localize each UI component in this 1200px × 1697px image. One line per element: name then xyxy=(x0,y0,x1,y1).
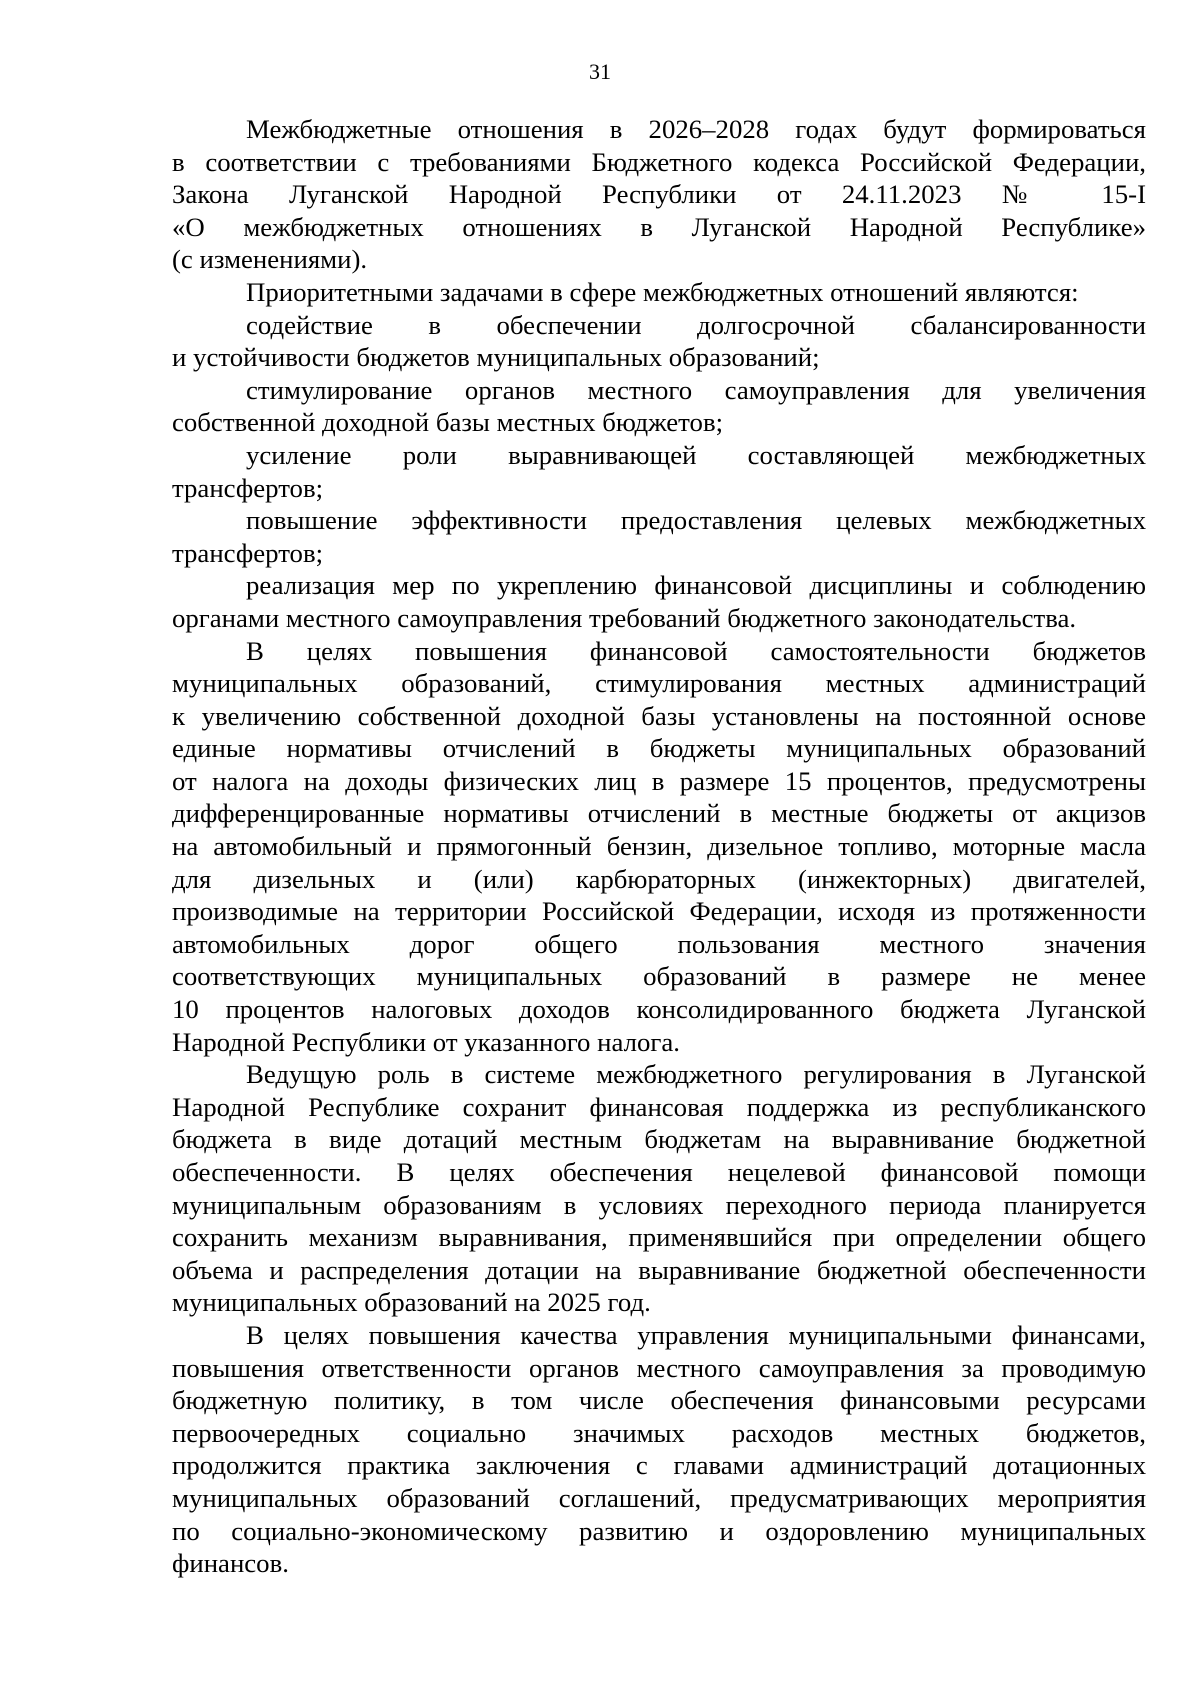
text-line: повышение эффективности предоставления целевых межбюджетных xyxy=(246,505,1146,536)
text-line: бюджета в виде дотаций местным бюджетам на выравнивание бюджетной xyxy=(172,1124,1146,1155)
text-line: продолжится практика заключения с главами администраций дотационных xyxy=(172,1450,1146,1481)
text-line: Приоритетными задачами в сфере межбюджетных отношений являются: xyxy=(246,276,1079,307)
text-line: В целях повышения финансовой самостоятельности бюджетов xyxy=(246,635,1146,666)
text-line: финансов. xyxy=(172,1548,289,1579)
document-body xyxy=(172,113,1146,1580)
text-line: Народной Республике сохранит финансовая поддержка из республиканского xyxy=(172,1091,1146,1122)
text-line: (с изменениями). xyxy=(172,244,368,275)
text-line: к увеличению собственной доходной базы установлены на постоянной основе xyxy=(172,700,1146,731)
text-line: первоочередных социально значимых расходов местных бюджетов, xyxy=(172,1417,1146,1448)
text-line: от налога на доходы физических лиц в размере 15 процентов, предусмотрены xyxy=(172,765,1146,796)
paragraph-interbudget-relations xyxy=(172,113,1146,276)
text-line: сохранить механизм выравнивания, применявшийся при определении общего xyxy=(172,1222,1146,1253)
text-line: муниципальных образований на 2025 год. xyxy=(172,1287,651,1318)
paragraph-financial-support xyxy=(172,1058,1146,1319)
paragraph-municipal-finance xyxy=(172,1319,1146,1580)
paragraph-priority-tasks xyxy=(172,276,1146,309)
text-line: В целях повышения качества управления муниципальными финансами, xyxy=(246,1319,1146,1350)
text-line: объема и распределения дотации на выравнивание бюджетной обеспеченности xyxy=(172,1254,1146,1285)
text-line: бюджетную политику, в том числе обеспечения финансовыми ресурсами xyxy=(172,1385,1146,1416)
paragraph-task-discipline xyxy=(172,569,1146,634)
text-line: повышения ответственности органов местного самоуправления за проводимую xyxy=(172,1352,1146,1383)
text-line: реализация мер по укреплению финансовой дисциплины и соблюдению xyxy=(246,570,1146,601)
text-line: автомобильных дорог общего пользования местного значения xyxy=(172,928,1146,959)
text-line: муниципальных образований, стимулирования местных администраций xyxy=(172,668,1146,699)
text-line: Закона Луганской Народной Республики от 24.11.2023 № 15-I xyxy=(172,179,1146,210)
text-line: дифференцированные нормативы отчислений в местные бюджеты от акцизов xyxy=(172,798,1146,829)
text-line: Народной Республики от указанного налога. xyxy=(172,1026,680,1057)
text-line: производимые на территории Российской Федерации, исходя из протяженности xyxy=(172,896,1146,927)
text-line: муниципальных образований соглашений, предусматривающих мероприятия xyxy=(172,1482,1146,1513)
paragraph-task-balance xyxy=(172,309,1146,374)
text-line: и устойчивости бюджетов муниципальных образований; xyxy=(172,342,820,373)
text-line: трансфертов; xyxy=(172,472,324,503)
text-line: в соответствии с требованиями Бюджетного кодекса Российской Федерации, xyxy=(172,146,1146,177)
text-line: 10 процентов налоговых доходов консолидированного бюджета Луганской xyxy=(172,994,1146,1025)
text-line: Межбюджетные отношения в 2026–2028 годах будут формироваться xyxy=(246,114,1146,144)
text-line: обеспеченности. В целях обеспечения нецелевой финансовой помощи xyxy=(172,1157,1146,1187)
text-line: трансфертов; xyxy=(172,537,324,568)
text-line: содействие в обеспечении долгосрочной сбалансированности xyxy=(246,309,1146,340)
paragraph-task-equalizing xyxy=(172,439,1146,504)
paragraph-task-efficiency xyxy=(172,504,1146,569)
page-number: 31 xyxy=(589,59,611,84)
text-line: собственной доходной базы местных бюджетов; xyxy=(172,407,724,438)
text-line: для дизельных и (или) карбюраторных (инжекторных) двигателей, xyxy=(172,863,1146,894)
text-line: стимулирование органов местного самоуправления для увеличения xyxy=(246,374,1146,405)
paragraph-tax-norms xyxy=(172,635,1146,1059)
paragraph-task-stimulation xyxy=(172,374,1146,439)
text-line: единые нормативы отчислений в бюджеты муниципальных образований xyxy=(172,733,1146,764)
text-line: по социально-экономическому развитию и оздоровлению муниципальных xyxy=(172,1515,1146,1546)
text-line: усиление роли выравнивающей составляющей межбюджетных xyxy=(246,439,1146,470)
text-line: «О межбюджетных отношениях в Луганской Народной Республике» xyxy=(172,211,1146,242)
text-line: Ведущую роль в системе межбюджетного регулирования в Луганской xyxy=(246,1059,1146,1090)
text-line: на автомобильный и прямогонный бензин, дизельное топливо, моторные масла xyxy=(172,831,1146,862)
text-line: муниципальным образованиям в условиях переходного периода планируется xyxy=(172,1189,1146,1220)
text-line: соответствующих муниципальных образований в размере не менее xyxy=(172,961,1146,992)
text-line: органами местного самоуправления требований бюджетного законодательства. xyxy=(172,602,1077,633)
